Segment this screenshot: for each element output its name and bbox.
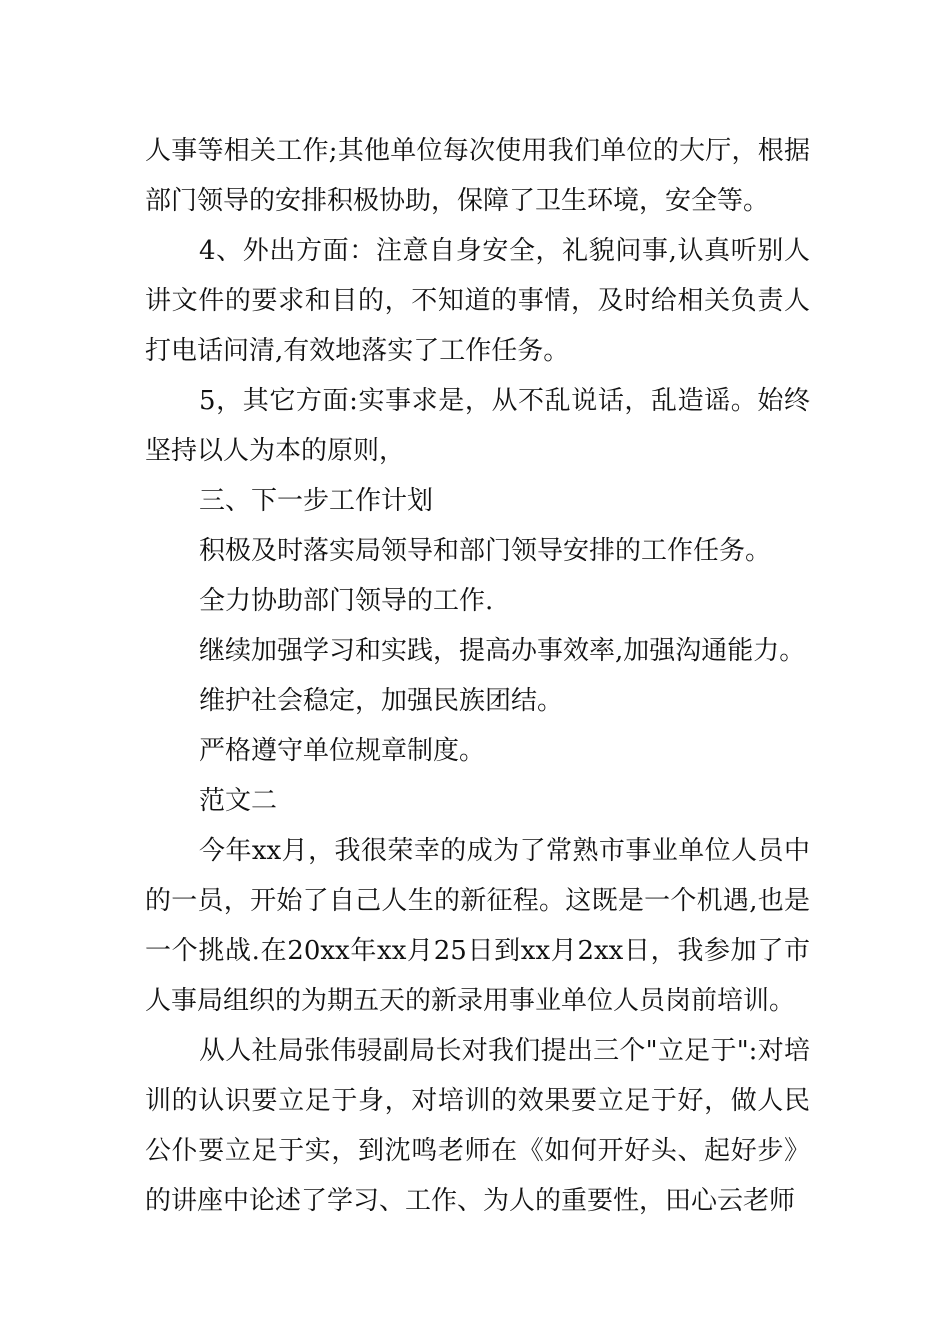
paragraph-training-content: 从人社局张伟骎副局长对我们提出三个"立足于":对培训的认识要立足于身，对培训的效果要立足于好，做人民公仆要立足于实，到沈鸣老师在《如何开好头、起好步》的讲座中论述了学习、工作、为人的重要性，田心云老师 <box>145 1036 810 1216</box>
sample-heading: 范文二 <box>199 786 278 816</box>
paragraph-continuation: 人事等相关工作;其他单位每次使用我们单位的大厅，根据部门领导的安排积极协助，保障了卫生环境，安全等。 <box>145 136 810 216</box>
plan-item-1: 积极及时落实局领导和部门领导安排的工作任务。 <box>199 536 772 566</box>
plan-item-2: 全力协助部门领导的工作. <box>199 586 494 616</box>
plan-item-3: 继续加强学习和实践，提高办事效率,加强沟通能力。 <box>199 636 806 666</box>
paragraph-outing: 4、外出方面：注意自身安全，礼貌问事,认真听别人讲文件的要求和目的，不知道的事情，及时给相关负责人打电话问清,有效地落实了工作任务。 <box>145 236 810 366</box>
plan-item-5: 严格遵守单位规章制度。 <box>199 736 486 766</box>
paragraph-sample-intro: 今年xx月，我很荣幸的成为了常熟市事业单位人员中的一员，开始了自己人生的新征程。这既是一个机遇,也是一个挑战.在20xx年xx月25日到xx月2xx日，我参加了市人事局组织的为期五天的新录用事业单位人员岗前培训。 <box>145 836 810 1016</box>
section-heading-next-plan: 三、下一步工作计划 <box>199 486 434 516</box>
plan-item-4: 维护社会稳定，加强民族团结。 <box>199 686 564 716</box>
document-body <box>145 126 810 1226</box>
paragraph-other-aspects: 5，其它方面:实事求是，从不乱说话，乱造谣。始终坚持以人为本的原则， <box>145 386 810 466</box>
